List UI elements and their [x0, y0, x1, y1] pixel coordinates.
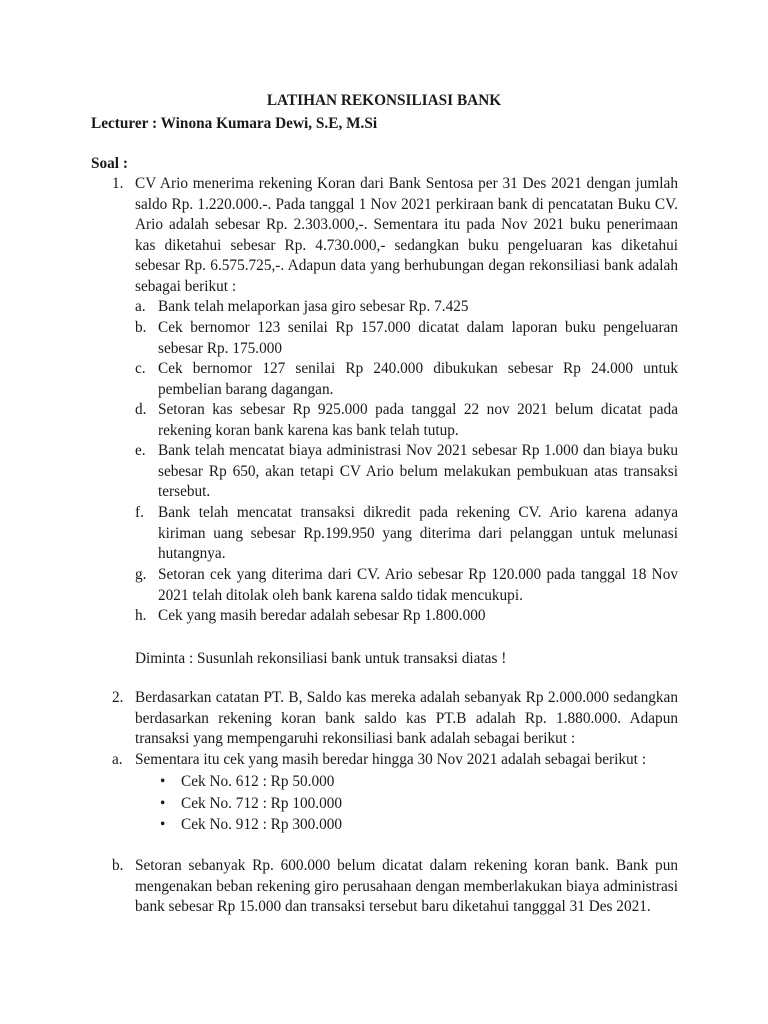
q2-item-b-letter: b.: [112, 857, 124, 874]
q1-item-d-letter: d.: [135, 401, 147, 418]
bullet-icon: •: [160, 773, 166, 790]
q2-bullet-3-text: Cek No. 912 : Rp 300.000: [181, 816, 343, 833]
q1-item-f-text: Bank telah mencatat transaksi dikredit pada rekening CV. Ario karena adanya kiriman uang sebesar Rp.199.950 yang diterima dari pelanggan untuk melunasi hutangnya.: [158, 504, 678, 562]
q1-item-g-letter: g.: [135, 566, 147, 583]
lecturer-line: Lecturer : Winona Kumara Dewi, S.E, M.Si: [91, 115, 378, 132]
soal-heading: Soal :: [91, 155, 128, 172]
q1-item-c-letter: c.: [135, 360, 146, 377]
q1-item-f-letter: f.: [135, 504, 144, 521]
q2-item-a-text: Sementara itu cek yang masih beredar hingga 30 Nov 2021 adalah sebagai berikut :: [135, 751, 647, 768]
q1-item-a-letter: a.: [135, 298, 146, 315]
q1-item-b-letter: b.: [135, 319, 147, 336]
q1-item-g-text: Setoran cek yang diterima dari CV. Ario sebesar Rp 120.000 pada tanggal 18 Nov 2021 telah ditolak oleh bank karena saldo tidak mencukupi.: [158, 566, 678, 604]
q1-item-e-letter: e.: [135, 442, 146, 459]
bullet-icon: •: [160, 816, 166, 833]
q2-bullet-2-text: Cek No. 712 : Rp 100.000: [181, 795, 343, 812]
question-2-text: Berdasarkan catatan PT. B, Saldo kas mereka adalah sebanyak Rp 2.000.000 sedangkan berdasarkan rekening koran bank saldo kas PT.B adalah Rp. 1.880.000. Adapun transaksi yang mempengaruhi rekonsiliasi bank adalah sebagai berikut :: [135, 689, 678, 747]
q1-item-h-text: Cek yang masih beredar adalah sebesar Rp 1.800.000: [158, 607, 486, 624]
q2-item-a-letter: a.: [112, 751, 123, 768]
bullet-icon: •: [160, 795, 166, 812]
q2-bullet-1-text: Cek No. 612 : Rp 50.000: [181, 773, 335, 790]
question-2-number: 2.: [112, 689, 124, 706]
q1-item-a-text: Bank telah melaporkan jasa giro sebesar Rp. 7.425: [158, 298, 469, 315]
q1-item-d-text: Setoran kas sebesar Rp 925.000 pada tanggal 22 nov 2021 belum dicatat pada rekening koran bank karena kas bank telah tutup.: [158, 401, 678, 439]
q1-item-b-text: Cek bernomor 123 senilai Rp 157.000 dicatat dalam laporan buku pengeluaran sebesar Rp. 175.000: [158, 319, 678, 357]
q1-item-h-letter: h.: [135, 607, 147, 624]
document-title: LATIHAN REKONSILIASI BANK: [266, 92, 502, 109]
q2-item-b-text: Setoran sebanyak Rp. 600.000 belum dicatat dalam rekening koran bank. Bank pun mengenakan beban rekening giro perusahaan dengan memberlakukan biaya administrasi bank sebesar Rp 15.000 dan transaksi tersebut baru diketahui tangggal 31 Des 2021.: [135, 857, 678, 915]
q1-instruction: Diminta : Susunlah rekonsiliasi bank untuk transaksi diatas !: [135, 650, 507, 667]
q1-item-e-text: Bank telah mencatat biaya administrasi Nov 2021 sebesar Rp 1.000 dan biaya buku sebesar Rp 650, akan tetapi CV Ario belum melakukan pembukuan atas transaksi tersebut.: [158, 442, 678, 500]
question-1-number: 1.: [112, 175, 124, 192]
question-1-text: CV Ario menerima rekening Koran dari Bank Sentosa per 31 Des 2021 dengan jumlah saldo Rp. 1.220.000.-. Pada tanggal 1 Nov 2021 perkiraan bank di pencatatan Buku CV. Ario adalah sebesar Rp. 2.303.000,-. Sementara itu pada Nov 2021 buku penerimaan kas diketahui sebesar Rp. 4.730.000,- sedangkan buku pengeluaran kas diketahui sebesar Rp. 6.575.725,-. Adapun data yang berhubungan degan rekonsiliasi bank adalah sebagai berikut :: [135, 175, 678, 295]
q1-item-c-text: Cek bernomor 127 senilai Rp 240.000 dibukukan sebesar Rp 24.000 untuk pembelian barang dagangan.: [158, 360, 678, 398]
